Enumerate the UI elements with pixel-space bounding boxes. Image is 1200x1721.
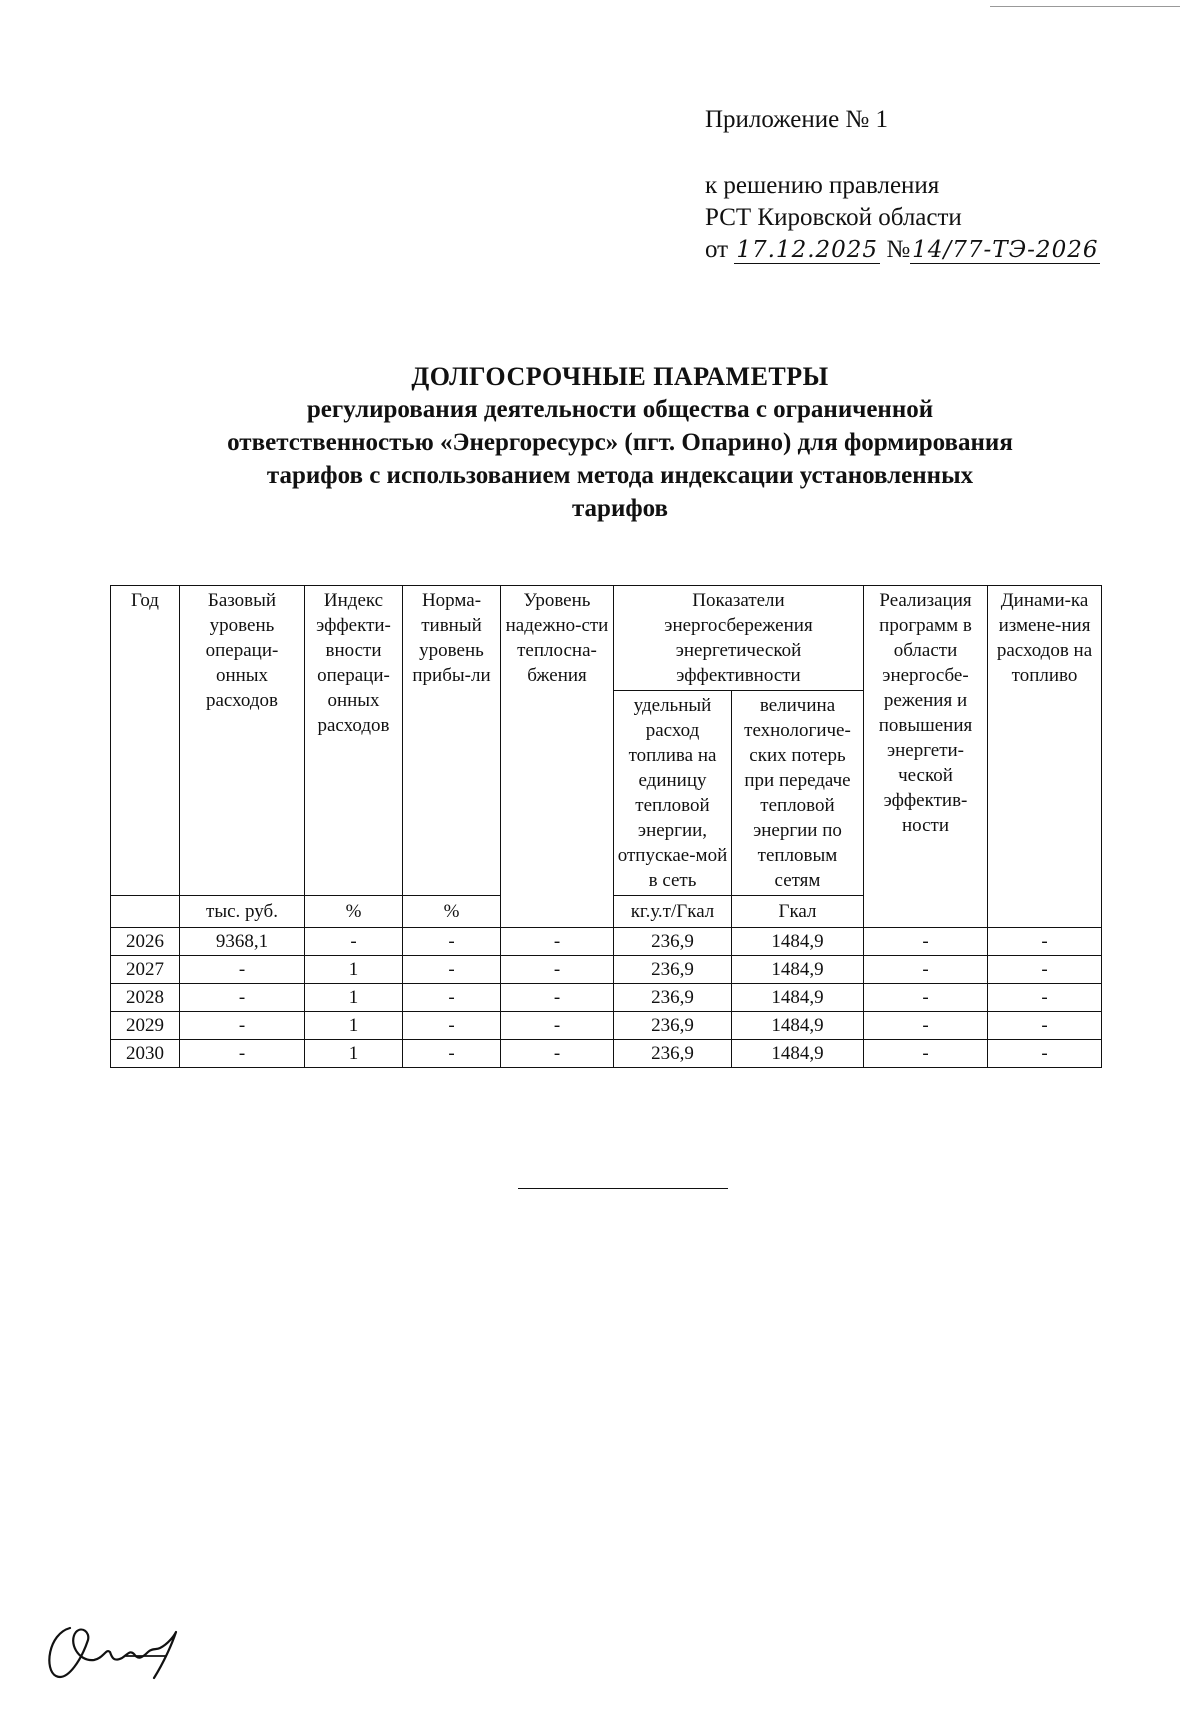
header-energy-saving-group: Показатели энергосбережения энергетической эффективности bbox=[614, 586, 864, 691]
unit-normative-profit: % bbox=[403, 896, 501, 928]
cell-losses: 1484,9 bbox=[732, 928, 864, 956]
cell-year: 2026 bbox=[111, 928, 180, 956]
cell-fuel-dynamics: - bbox=[988, 1012, 1102, 1040]
header-fuel-dynamics: Динами-ка измене-ния расходов на топливо bbox=[988, 586, 1102, 928]
cell-reliability: - bbox=[501, 928, 614, 956]
header-normative-profit: Норма-тивный уровень прибы-ли bbox=[403, 586, 501, 896]
title-line-1: регулирования деятельности общества с ограниченной bbox=[306, 396, 934, 423]
cell-programs: - bbox=[864, 984, 988, 1012]
signature-mark bbox=[42, 1618, 202, 1686]
table-row bbox=[111, 1040, 1102, 1068]
cell-reliability: - bbox=[501, 984, 614, 1012]
title-main: ДОЛГОСРОЧНЫЕ ПАРАМЕТРЫ bbox=[411, 362, 829, 391]
closing-separator-line bbox=[518, 1188, 728, 1189]
cell-base-level: - bbox=[180, 1040, 305, 1068]
unit-fuel-rate: кг.у.т/Гкал bbox=[614, 896, 732, 928]
cell-normative-profit: - bbox=[403, 1012, 501, 1040]
cell-normative-profit: - bbox=[403, 956, 501, 984]
unit-losses: Гкал bbox=[732, 896, 864, 928]
cell-programs: - bbox=[864, 1040, 988, 1068]
annex-block bbox=[705, 104, 1100, 266]
cell-programs: - bbox=[864, 956, 988, 984]
cell-year: 2027 bbox=[111, 956, 180, 984]
unit-year bbox=[111, 896, 180, 928]
cell-year: 2030 bbox=[111, 1040, 180, 1068]
header-programs: Реализация программ в области энергосбе-режения и повышения энергети-ческой эффектив-ности bbox=[864, 586, 988, 928]
annex-number: 14/77-ТЭ-2026 bbox=[912, 237, 1099, 263]
scan-edge-mark bbox=[990, 6, 1180, 7]
cell-fuel-rate: 236,9 bbox=[614, 928, 732, 956]
cell-reliability: - bbox=[501, 956, 614, 984]
header-year: Год bbox=[111, 586, 180, 896]
unit-efficiency-index: % bbox=[305, 896, 403, 928]
cell-efficiency-index: 1 bbox=[305, 1040, 403, 1068]
cell-base-level: - bbox=[180, 1012, 305, 1040]
parameters-table bbox=[110, 585, 1102, 1068]
cell-fuel-dynamics: - bbox=[988, 928, 1102, 956]
title-line-3: тарифов с использованием метода индексации установленных bbox=[266, 462, 974, 489]
annex-from-prefix: от bbox=[705, 236, 729, 263]
cell-fuel-dynamics: - bbox=[988, 984, 1102, 1012]
cell-efficiency-index: 1 bbox=[305, 956, 403, 984]
title-line-4: тарифов bbox=[571, 495, 669, 522]
annex-heading: Приложение № 1 bbox=[705, 106, 889, 133]
cell-losses: 1484,9 bbox=[732, 1040, 864, 1068]
header-losses: величина технологиче-ских потерь при передаче тепловой энергии по тепловым сетям bbox=[732, 691, 864, 896]
cell-base-level: - bbox=[180, 984, 305, 1012]
annex-date: 17.12.2025 bbox=[736, 237, 879, 263]
cell-programs: - bbox=[864, 1012, 988, 1040]
header-fuel-rate: удельный расход топлива на единицу тепловой энергии, отпускае-мой в сеть bbox=[614, 691, 732, 896]
annex-line-decision: к решению правления bbox=[705, 172, 940, 199]
cell-year: 2029 bbox=[111, 1012, 180, 1040]
header-reliability: Уровень надежно-сти теплосна-бжения bbox=[501, 586, 614, 928]
cell-year: 2028 bbox=[111, 984, 180, 1012]
cell-fuel-rate: 236,9 bbox=[614, 984, 732, 1012]
cell-normative-profit: - bbox=[403, 984, 501, 1012]
header-row-1 bbox=[111, 586, 1102, 691]
table-row bbox=[111, 956, 1102, 984]
annex-line-authority: РСТ Кировской области bbox=[705, 204, 962, 231]
cell-efficiency-index: - bbox=[305, 928, 403, 956]
title-line-2: ответственностью «Энергоресурс» (пгт. Опарино) для формирования bbox=[227, 429, 1013, 456]
cell-programs: - bbox=[864, 928, 988, 956]
cell-fuel-dynamics: - bbox=[988, 1040, 1102, 1068]
table-row bbox=[111, 984, 1102, 1012]
cell-fuel-dynamics: - bbox=[988, 956, 1102, 984]
cell-losses: 1484,9 bbox=[732, 1012, 864, 1040]
cell-normative-profit: - bbox=[403, 928, 501, 956]
cell-fuel-rate: 236,9 bbox=[614, 1012, 732, 1040]
cell-base-level: - bbox=[180, 956, 305, 984]
cell-losses: 1484,9 bbox=[732, 984, 864, 1012]
cell-fuel-rate: 236,9 bbox=[614, 956, 732, 984]
cell-reliability: - bbox=[501, 1040, 614, 1068]
header-efficiency-index: Индекс эффекти-вности операци-онных расходов bbox=[305, 586, 403, 896]
cell-normative-profit: - bbox=[403, 1040, 501, 1068]
document-title bbox=[140, 360, 1100, 525]
annex-number-prefix: № bbox=[886, 236, 911, 263]
cell-efficiency-index: 1 bbox=[305, 1012, 403, 1040]
cell-efficiency-index: 1 bbox=[305, 984, 403, 1012]
cell-fuel-rate: 236,9 bbox=[614, 1040, 732, 1068]
cell-reliability: - bbox=[501, 1012, 614, 1040]
header-base-level: Базовый уровень операци-онных расходов bbox=[180, 586, 305, 896]
cell-base-level: 9368,1 bbox=[180, 928, 305, 956]
annex-date-number bbox=[705, 234, 1100, 266]
cell-losses: 1484,9 bbox=[732, 956, 864, 984]
unit-base-level: тыс. руб. bbox=[180, 896, 305, 928]
table-row bbox=[111, 928, 1102, 956]
table-row bbox=[111, 1012, 1102, 1040]
